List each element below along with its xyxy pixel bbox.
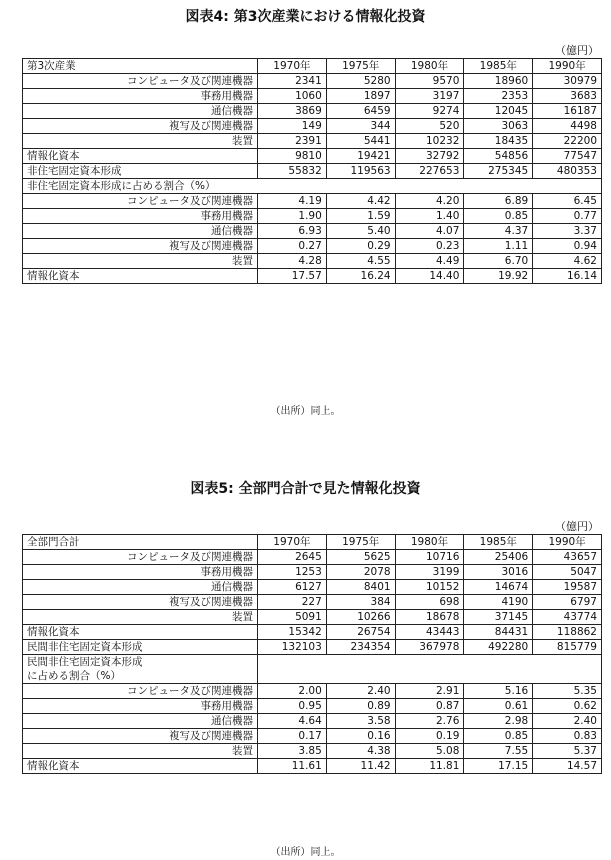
row-label: 通信機器 — [23, 580, 258, 595]
ratio-row — [23, 194, 602, 209]
ratio-cell: 0.85 — [464, 209, 533, 224]
ratio-cell: 0.89 — [326, 699, 395, 714]
value-cell: 5441 — [326, 134, 395, 149]
value-cell: 1897 — [326, 89, 395, 104]
ratio-cell: 0.77 — [533, 209, 602, 224]
value-cell: 18435 — [464, 134, 533, 149]
ratio-cell: 4.07 — [395, 224, 464, 239]
value-cell: 26754 — [326, 625, 395, 640]
value-cell: 55832 — [258, 164, 327, 179]
table-row — [23, 104, 602, 119]
value-cell: 492280 — [464, 640, 533, 655]
row-label: 事務用機器 — [23, 565, 258, 580]
ratio-cell: 4.42 — [326, 194, 395, 209]
row-label: 非住宅固定資本形成 — [23, 164, 258, 179]
value-cell: 2078 — [326, 565, 395, 580]
ratio-cell: 3.37 — [533, 224, 602, 239]
table-sector-label: 全部門合計 — [23, 535, 258, 550]
value-cell: 520 — [395, 119, 464, 134]
ratio-cell: 6.70 — [464, 254, 533, 269]
ratio-cell: 16.14 — [533, 269, 602, 284]
table5-source: （出所）同上。 — [270, 847, 341, 858]
year-header: 1985年 — [464, 535, 533, 550]
ratio-cell: 0.95 — [258, 699, 327, 714]
ratio-cell: 1.90 — [258, 209, 327, 224]
ratio-total-row — [23, 759, 602, 774]
ratio-cell: 1.40 — [395, 209, 464, 224]
year-header: 1975年 — [326, 535, 395, 550]
value-cell: 43774 — [533, 610, 602, 625]
row-label: 複写及び関連機器 — [23, 239, 258, 254]
value-cell: 19587 — [533, 580, 602, 595]
value-cell: 132103 — [258, 640, 327, 655]
value-cell: 9810 — [258, 149, 327, 164]
ratio-cell: 2.40 — [533, 714, 602, 729]
ratio-cell: 6.93 — [258, 224, 327, 239]
value-cell: 19421 — [326, 149, 395, 164]
row-label: 情報化資本 — [23, 625, 258, 640]
value-cell: 367978 — [395, 640, 464, 655]
year-header: 1975年 — [326, 59, 395, 74]
table4-title: 図表4: 第3次産業における情報化投資 — [185, 9, 426, 25]
value-cell: 16187 — [533, 104, 602, 119]
table-row — [23, 89, 602, 104]
row-label: 情報化資本 — [23, 269, 258, 284]
header-row — [23, 59, 602, 74]
value-cell: 4498 — [533, 119, 602, 134]
ratio-cell: 3.85 — [258, 744, 327, 759]
value-cell: 6459 — [326, 104, 395, 119]
value-cell: 227653 — [395, 164, 464, 179]
year-header: 1990年 — [533, 59, 602, 74]
table4-unit: （億円） — [555, 44, 599, 57]
value-cell: 25406 — [464, 550, 533, 565]
ratio-cell: 5.37 — [533, 744, 602, 759]
ratio-row — [23, 239, 602, 254]
year-header: 1970年 — [258, 59, 327, 74]
row-label: 通信機器 — [23, 224, 258, 239]
ratio-cell: 11.61 — [258, 759, 327, 774]
ratio-row — [23, 684, 602, 699]
ratio-heading: に占める割合（%） — [23, 669, 258, 684]
ratio-cell: 4.37 — [464, 224, 533, 239]
value-cell: 37145 — [464, 610, 533, 625]
ratio-cell: 5.40 — [326, 224, 395, 239]
year-header: 1990年 — [533, 535, 602, 550]
row-label: 装置 — [23, 610, 258, 625]
ratio-cell: 4.38 — [326, 744, 395, 759]
value-cell: 5091 — [258, 610, 327, 625]
value-cell: 9570 — [395, 74, 464, 89]
value-cell: 10266 — [326, 610, 395, 625]
table-row — [23, 565, 602, 580]
ratio-cell: 0.17 — [258, 729, 327, 744]
row-label: 情報化資本 — [23, 149, 258, 164]
ratio-heading: 民間非住宅固定資本形成 — [23, 655, 258, 670]
row-label: 事務用機器 — [23, 209, 258, 224]
value-cell: 1253 — [258, 565, 327, 580]
ratio-cell: 0.27 — [258, 239, 327, 254]
ratio-total-row — [23, 269, 602, 284]
row-label: コンピュータ及び関連機器 — [23, 684, 258, 699]
value-cell: 3197 — [395, 89, 464, 104]
value-cell: 77547 — [533, 149, 602, 164]
ratio-cell: 19.92 — [464, 269, 533, 284]
value-cell: 2341 — [258, 74, 327, 89]
ratio-cell: 2.40 — [326, 684, 395, 699]
row-label: コンピュータ及び関連機器 — [23, 194, 258, 209]
empty-cell — [258, 655, 602, 670]
ratio-row — [23, 699, 602, 714]
row-label: 事務用機器 — [23, 699, 258, 714]
value-cell: 43657 — [533, 550, 602, 565]
value-cell: 6127 — [258, 580, 327, 595]
row-label: 通信機器 — [23, 714, 258, 729]
value-cell: 5047 — [533, 565, 602, 580]
table5-unit: （億円） — [555, 520, 599, 533]
ratio-cell: 16.24 — [326, 269, 395, 284]
table-row — [23, 610, 602, 625]
ratio-cell: 0.61 — [464, 699, 533, 714]
ratio-heading: 非住宅固定資本形成に占める割合（%） — [23, 179, 602, 194]
ratio-cell: 2.76 — [395, 714, 464, 729]
table-row — [23, 580, 602, 595]
value-cell: 8401 — [326, 580, 395, 595]
row-label: コンピュータ及び関連機器 — [23, 550, 258, 565]
ratio-row — [23, 744, 602, 759]
value-cell: 2645 — [258, 550, 327, 565]
value-cell: 54856 — [464, 149, 533, 164]
ratio-heading-row — [23, 655, 602, 670]
value-cell: 3016 — [464, 565, 533, 580]
value-cell: 84431 — [464, 625, 533, 640]
ratio-cell: 0.19 — [395, 729, 464, 744]
value-cell: 2353 — [464, 89, 533, 104]
empty-cell — [258, 669, 602, 684]
value-cell: 3063 — [464, 119, 533, 134]
value-cell: 480353 — [533, 164, 602, 179]
value-cell: 14674 — [464, 580, 533, 595]
ratio-cell: 2.91 — [395, 684, 464, 699]
header-row — [23, 535, 602, 550]
year-header: 1985年 — [464, 59, 533, 74]
ratio-row — [23, 729, 602, 744]
ratio-cell: 0.29 — [326, 239, 395, 254]
value-cell: 234354 — [326, 640, 395, 655]
row-label: 通信機器 — [23, 104, 258, 119]
ratio-row — [23, 714, 602, 729]
row-label: 民間非住宅固定資本形成 — [23, 640, 258, 655]
ratio-cell: 3.58 — [326, 714, 395, 729]
ratio-cell: 4.20 — [395, 194, 464, 209]
table4 — [22, 58, 602, 284]
table-row — [23, 134, 602, 149]
ratio-cell: 1.59 — [326, 209, 395, 224]
ratio-cell: 0.16 — [326, 729, 395, 744]
table5-title: 図表5: 全部門合計で見た情報化投資 — [190, 481, 421, 497]
table-row — [23, 119, 602, 134]
table-row — [23, 550, 602, 565]
ratio-cell: 0.87 — [395, 699, 464, 714]
value-cell: 3869 — [258, 104, 327, 119]
value-cell: 12045 — [464, 104, 533, 119]
value-cell: 5280 — [326, 74, 395, 89]
value-cell: 30979 — [533, 74, 602, 89]
row-label: 装置 — [23, 744, 258, 759]
value-cell: 118862 — [533, 625, 602, 640]
value-cell: 227 — [258, 595, 327, 610]
ratio-cell: 5.35 — [533, 684, 602, 699]
value-cell: 3199 — [395, 565, 464, 580]
ratio-cell: 1.11 — [464, 239, 533, 254]
value-cell: 2391 — [258, 134, 327, 149]
ratio-cell: 4.49 — [395, 254, 464, 269]
ratio-cell: 5.08 — [395, 744, 464, 759]
value-cell: 3683 — [533, 89, 602, 104]
ratio-cell: 11.42 — [326, 759, 395, 774]
ratio-cell: 2.00 — [258, 684, 327, 699]
capital-row — [23, 149, 602, 164]
ratio-cell: 6.45 — [533, 194, 602, 209]
value-cell: 22200 — [533, 134, 602, 149]
ratio-cell: 0.23 — [395, 239, 464, 254]
ratio-cell: 0.83 — [533, 729, 602, 744]
ratio-cell: 11.81 — [395, 759, 464, 774]
table4-source: （出所）同上。 — [270, 406, 341, 417]
row-label: 複写及び関連機器 — [23, 119, 258, 134]
row-label: 複写及び関連機器 — [23, 595, 258, 610]
row-label: 装置 — [23, 254, 258, 269]
ratio-cell: 0.62 — [533, 699, 602, 714]
value-cell: 384 — [326, 595, 395, 610]
value-cell: 10232 — [395, 134, 464, 149]
value-cell: 4190 — [464, 595, 533, 610]
value-cell: 43443 — [395, 625, 464, 640]
ratio-cell: 0.85 — [464, 729, 533, 744]
row-label: 情報化資本 — [23, 759, 258, 774]
value-cell: 1060 — [258, 89, 327, 104]
ratio-cell: 4.62 — [533, 254, 602, 269]
value-cell: 149 — [258, 119, 327, 134]
investment-row — [23, 640, 602, 655]
value-cell: 698 — [395, 595, 464, 610]
ratio-row — [23, 209, 602, 224]
value-cell: 119563 — [326, 164, 395, 179]
ratio-cell: 17.15 — [464, 759, 533, 774]
table5 — [22, 534, 602, 774]
ratio-cell: 5.16 — [464, 684, 533, 699]
value-cell: 275345 — [464, 164, 533, 179]
table-row — [23, 595, 602, 610]
ratio-heading-row — [23, 669, 602, 684]
ratio-row — [23, 254, 602, 269]
ratio-cell: 17.57 — [258, 269, 327, 284]
ratio-cell: 6.89 — [464, 194, 533, 209]
ratio-heading-row — [23, 179, 602, 194]
year-header: 1970年 — [258, 535, 327, 550]
capital-row — [23, 625, 602, 640]
ratio-cell: 2.98 — [464, 714, 533, 729]
value-cell: 5625 — [326, 550, 395, 565]
ratio-cell: 4.28 — [258, 254, 327, 269]
value-cell: 32792 — [395, 149, 464, 164]
value-cell: 10716 — [395, 550, 464, 565]
value-cell: 18960 — [464, 74, 533, 89]
value-cell: 344 — [326, 119, 395, 134]
value-cell: 815779 — [533, 640, 602, 655]
table-sector-label: 第3次産業 — [23, 59, 258, 74]
value-cell: 10152 — [395, 580, 464, 595]
ratio-row — [23, 224, 602, 239]
ratio-cell: 4.55 — [326, 254, 395, 269]
row-label: 装置 — [23, 134, 258, 149]
table-row — [23, 74, 602, 89]
ratio-cell: 14.40 — [395, 269, 464, 284]
ratio-cell: 14.57 — [533, 759, 602, 774]
ratio-cell: 0.94 — [533, 239, 602, 254]
year-header: 1980年 — [395, 535, 464, 550]
ratio-cell: 7.55 — [464, 744, 533, 759]
ratio-cell: 4.19 — [258, 194, 327, 209]
row-label: 複写及び関連機器 — [23, 729, 258, 744]
value-cell: 18678 — [395, 610, 464, 625]
value-cell: 6797 — [533, 595, 602, 610]
year-header: 1980年 — [395, 59, 464, 74]
row-label: 事務用機器 — [23, 89, 258, 104]
value-cell: 15342 — [258, 625, 327, 640]
value-cell: 9274 — [395, 104, 464, 119]
ratio-cell: 4.64 — [258, 714, 327, 729]
row-label: コンピュータ及び関連機器 — [23, 74, 258, 89]
investment-row — [23, 164, 602, 179]
